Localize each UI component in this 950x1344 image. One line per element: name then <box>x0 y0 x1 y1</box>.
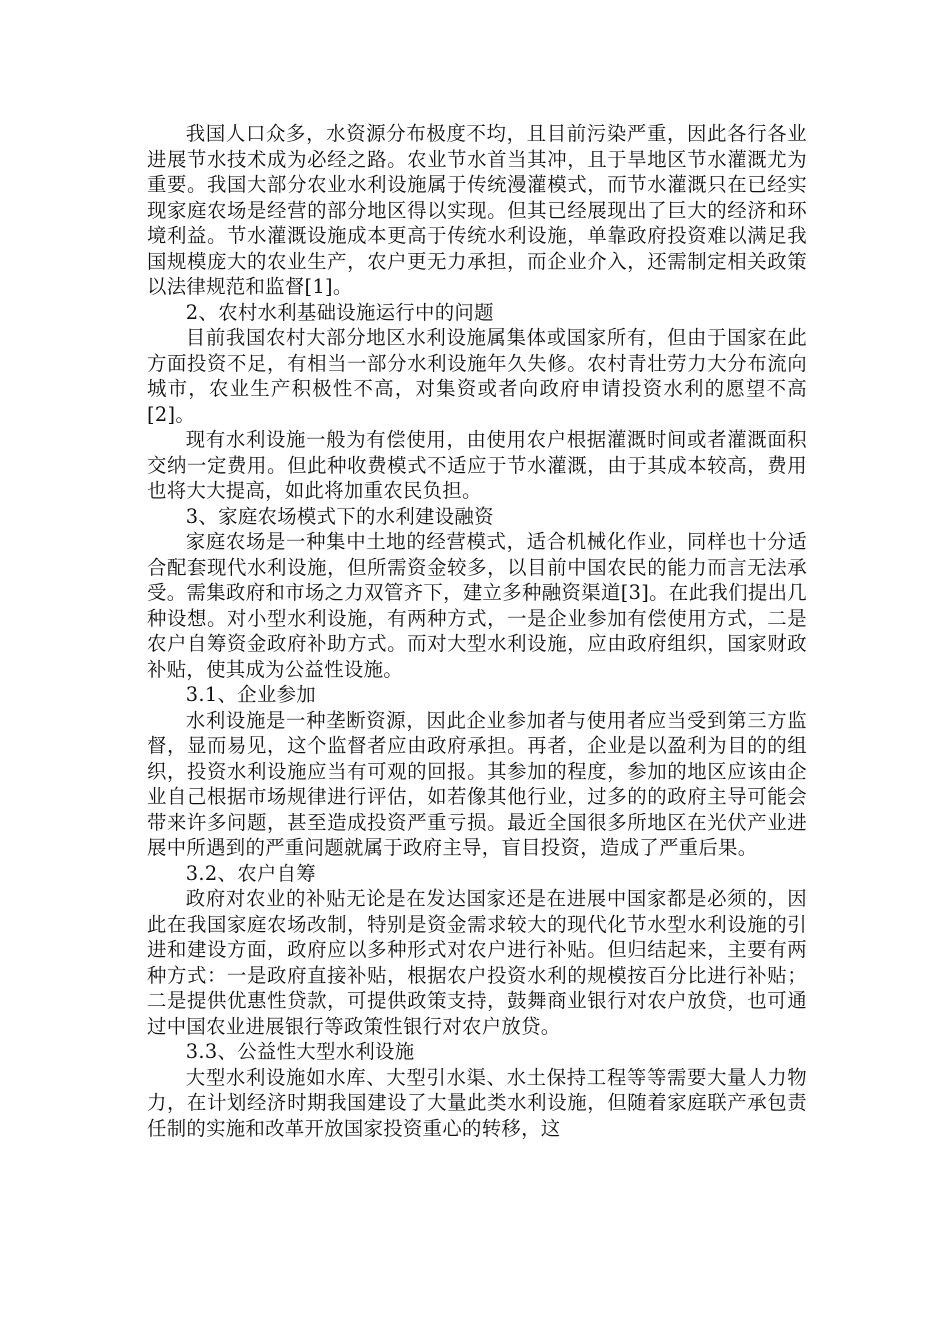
section-heading: 3.3、公益性大型水利设施 <box>185 1040 415 1063</box>
paragraph: 现有水利设施一般为有偿使用，由使用农户根据灌溉时间或者灌溉面积交纳一定费用。但此种收费模式不适应于节水灌溉，由于其成本较高，费用也将大大提高，如此将加重农民负担。 <box>147 428 807 502</box>
section-heading: 3.1、企业参加 <box>185 683 316 706</box>
document-page <box>147 121 807 1141</box>
paragraph: 大型水利设施如水库、大型引水渠、水土保持工程等等需要大量人力物力，在计划经济时期我国建设了大量此类水利设施，但随着家庭联产承包责任制的实施和改革开放国家投资重心的转移，这 <box>147 1065 807 1140</box>
paragraph: 政府对农业的补贴无论是在发达国家还是在进展中国家都是必须的，因此在我国家庭农场改制，特别是资金需求较大的现代化节水型水利设施的引进和建设方面，政府应以多种形式对农户进行补贴。但归结起来，主要有两种方式：一是政府直接补贴，根据农户投资水利的规模按百分比进行补贴；二是提供优惠性贷款，可提供政策支持，鼓舞商业银行对农户放贷，也可通过中国农业进展银行等政策性银行对农户放贷。 <box>147 887 807 1038</box>
paragraph: 目前我国农村大部分地区水利设施属集体或国家所有，但由于国家在此方面投资不足，有相当一部分水利设施年久失修。农村青壮劳力大分布流向城市，农业生产积极性不高，对集资或者向政府申请投资水利的愿望不高[2]。 <box>147 326 807 426</box>
section-heading: 2、农村水利基础设施运行中的问题 <box>185 300 494 324</box>
paragraph: 我国人口众多，水资源分布极度不均，且目前污染严重，因此各行各业进展节水技术成为必经之路。农业节水首当其冲，且于旱地区节水灌溉尤为重要。我国大部分农业水利设施属于传统漫灌模式，而节水灌溉只在已经实现家庭农场是经营的部分地区得以实现。但其已经展现出了巨大的经济和环境利益。节水灌溉设施成本更高于传统水利设施，单靠政府投资难以满足我国规模庞大的农业生产，农户更无力承担，而企业介入，还需制定相关政策以法律规范和监督[1]。 <box>147 122 807 298</box>
section-heading: 3.2、农户自筹 <box>185 861 316 885</box>
section-heading: 3、家庭农场模式下的水利建设融资 <box>185 504 494 528</box>
paragraph: 家庭农场是一种集中土地的经营模式，适合机械化作业，同样也十分适合配套现代水利设施，但所需资金较多，以目前中国农民的能力而言无法承受。需集政府和市场之力双管齐下，建立多种融资渠道[3]。在此我们提出几种设想。对小型水利设施，有两种方式，一是企业参加有偿使用方式，二是农户自筹资金政府补助方式。而对大型水利设施，应由政府组织，国家财政补贴，使其成为公益性设施。 <box>147 530 807 681</box>
paragraph: 水利设施是一种垄断资源，因此企业参加者与使用者应当受到第三方监督，显而易见，这个监督者应由政府承担。再者，企业是以盈利为目的的组织，投资水利设施应当有可观的回报。其参加的程度，参加的地区应该由企业自己根据市场规律进行评估，如若像其他行业，过多的的政府主导可能会带来许多问题，甚至造成投资严重亏损。最近全国很多所地区在光伏产业进展中所遇到的严重问题就属于政府主导，盲目投资，造成了严重后果。 <box>147 708 807 859</box>
